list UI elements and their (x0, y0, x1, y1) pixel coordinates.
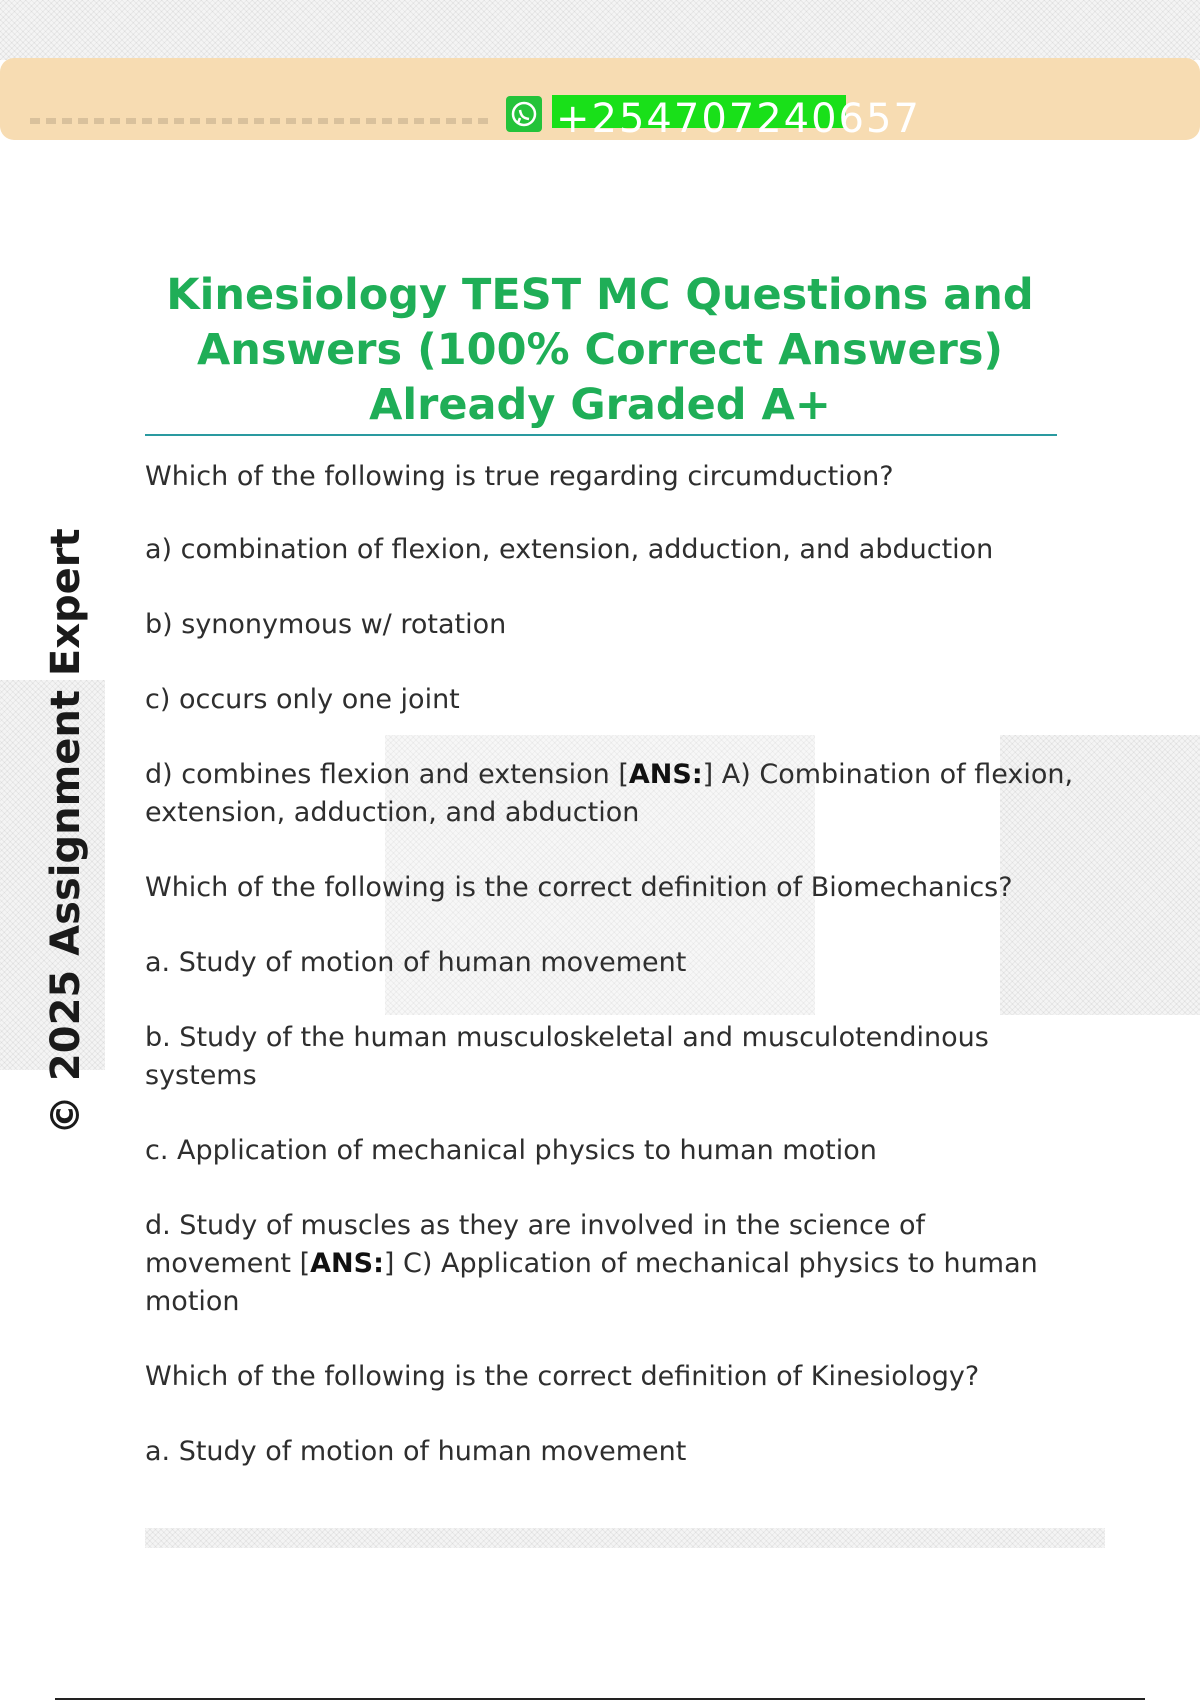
question-1-option-a: a) combination of flexion, extension, adduction, and abduction (145, 534, 994, 565)
question-2-option-b: b. Study of the human musculoskeletal and musculotendinous systems (145, 1022, 989, 1091)
question-3-option-a: a. Study of motion of human movement (145, 1436, 687, 1467)
question-2-option-c: c. Application of mechanical physics to human motion (145, 1135, 877, 1166)
whatsapp-icon[interactable] (506, 96, 542, 132)
question-1: Which of the following is true regarding circumduction? (145, 461, 894, 492)
bottom-watermark-pattern (145, 1528, 1105, 1548)
question-2-answer: C) Application of mechanical physics to human motion (145, 1248, 1038, 1317)
question-1-option-b: b) synonymous w/ rotation (145, 609, 507, 640)
answer-tag: ANS: (310, 1248, 384, 1279)
answer-tag: ANS: (628, 759, 703, 790)
phone-number-badge[interactable] (552, 95, 921, 142)
question-2-option-d-with-answer: d. Study of muscles as they are involved in the science of movement [ANS:] C) Application of mechanical physics to human motion (145, 1210, 1038, 1317)
question-1-option-c: c) occurs only one joint (145, 684, 460, 715)
question-1-option-d-with-answer: d) combines flexion and extension [ANS:] A) Combination of flexion, extension, adduction, and abduction (145, 759, 1074, 828)
phone-number: +254707240657 (556, 96, 921, 142)
question-list (145, 458, 1075, 1471)
top-watermark-pattern (0, 0, 1200, 60)
question-1-answer: A) Combination of flexion, extension, adduction, and abduction (145, 759, 1074, 828)
document-title: Kinesiology TEST MC Questions and Answers (100% Correct Answers) Already Graded A+ (166, 270, 1034, 430)
question-2-option-a: a. Study of motion of human movement (145, 947, 687, 978)
copyright-watermark: © 2025 Assignment Expert (43, 528, 89, 1135)
question-2: Which of the following is the correct definition of Biomechanics? (145, 872, 1013, 903)
question-3: Which of the following is the correct definition of Kinesiology? (145, 1361, 980, 1392)
faint-header-text (30, 118, 490, 124)
question-1-option-d: d) combines flexion and extension (145, 759, 610, 790)
title-divider (145, 434, 1057, 436)
question-2-option-d: d. Study of muscles as they are involved in the science of movement (145, 1210, 926, 1279)
